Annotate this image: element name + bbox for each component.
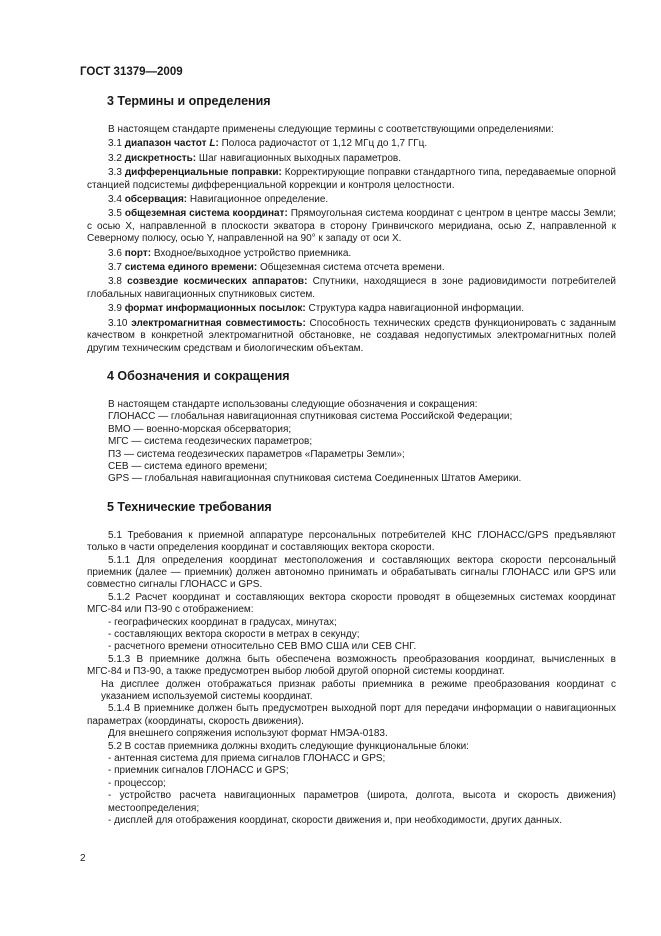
abbreviation-item: ГЛОНАСС — глобальная навигационная спутниковая система Российской Федерации; bbox=[108, 411, 513, 423]
display-list bbox=[87, 617, 616, 654]
term-definition bbox=[87, 318, 616, 355]
term-definition bbox=[87, 303, 616, 315]
paragraph-5-1-3: 5.1.3 В приемнике должна быть обеспечена возможность преобразования координат, вычисленных в МГС-84 и ПЗ-90, а также предусмотрен выбор любой другой опорной системы координат. bbox=[87, 653, 616, 678]
document-header: ГОСТ 31379—2009 bbox=[80, 66, 183, 78]
term-number: 3.7 bbox=[108, 262, 122, 274]
section-3-title: 3 Термины и определения bbox=[107, 94, 271, 108]
term-number: 3.1 bbox=[108, 138, 122, 150]
term-definition bbox=[87, 248, 616, 260]
term-variable: L bbox=[209, 138, 216, 150]
term-name bbox=[125, 194, 187, 205]
term-definition bbox=[87, 194, 616, 206]
abbreviation-item: МГС — система геодезических параметров; bbox=[108, 436, 313, 448]
term-name-text: дискретность: bbox=[124, 152, 197, 164]
term-text: Входное/выходное устройство приемника. bbox=[151, 247, 352, 259]
term-colon: : bbox=[215, 138, 219, 150]
page-number: 2 bbox=[80, 853, 86, 864]
term-text: Полоса радиочастот от 1,12 МГц до 1,7 ГГц. bbox=[218, 138, 428, 150]
term-name bbox=[131, 318, 306, 329]
term-name bbox=[125, 138, 219, 149]
term-text: Способность технических средств функционировать с заданным качеством в конкретной электромагнитной обстановке, не создавая недопустимых электромагнитных полей другим техническим средствам и биологическим объектам. bbox=[87, 317, 617, 354]
term-name-text: электромагнитная совместимость: bbox=[131, 317, 306, 329]
term-text: Корректирующие поправки стандартного типа, передаваемые опорной станцией подсистемы дифференциальной коррекции и контроля целостности. bbox=[87, 167, 616, 191]
term-definition bbox=[87, 208, 616, 245]
list-item: - расчетного времени относительно СЕВ ВМО США или СЕВ СНГ. bbox=[108, 641, 417, 653]
term-name-text: диапазон частот bbox=[124, 138, 207, 150]
terms-list bbox=[87, 136, 616, 355]
list-item: - приемник сигналов ГЛОНАСС и GPS; bbox=[108, 765, 289, 777]
term-name bbox=[127, 276, 307, 287]
abbreviation-item: ВМО — военно-морская обсерватория; bbox=[108, 423, 292, 435]
term-name-text: формат информационных посылок: bbox=[124, 303, 306, 315]
term-text: Структура кадра навигационной информации. bbox=[305, 303, 525, 315]
paragraph-nmea: Для внешнего сопряжения используют формат НМЭА-0183. bbox=[108, 728, 388, 740]
term-text: Общеземная система отсчета времени. bbox=[257, 262, 445, 274]
term-definition bbox=[87, 276, 616, 301]
term-name-text: система единого времени: bbox=[124, 262, 258, 274]
list-item: - процессор; bbox=[108, 777, 166, 789]
term-definition bbox=[87, 167, 616, 192]
document-body bbox=[87, 94, 616, 828]
term-name-text: общеземная система координат: bbox=[124, 208, 288, 220]
paragraph-5-1-1: 5.1.1 Для определения координат местоположения и составляющих вектора скорости персональный приемник (далее — приемник) должен автономно принимать и обрабатывать сигналы ГЛОНАСС или GPS или совместно сигналы ГЛОНАСС и GPS. bbox=[87, 554, 616, 591]
list-item: - устройство расчета навигационных параметров (широта, долгота, высота и скорость движения) местоопределения; bbox=[108, 790, 616, 814]
term-text: Спутники, находящиеся в зоне радиовидимости потребителей глобальных навигационных спутниковых систем. bbox=[87, 276, 616, 300]
section-5-title: 5 Технические требования bbox=[107, 499, 272, 514]
term-name bbox=[125, 153, 196, 164]
term-definition bbox=[87, 153, 616, 165]
term-name bbox=[125, 208, 288, 219]
term-name-text: порт: bbox=[124, 247, 152, 259]
paragraph-5-1-2: 5.1.2 Расчет координат и составляющих вектора скорости проводят в общеземных системах координат МГС-84 или ПЗ-90 с отображением: bbox=[87, 591, 616, 616]
term-number: 3.6 bbox=[108, 247, 122, 259]
paragraph-5-2: 5.2 В состав приемника должны входить следующие функциональные блоки: bbox=[108, 740, 469, 752]
term-number: 3.8 bbox=[108, 276, 122, 288]
term-name bbox=[125, 303, 306, 314]
abbreviation-item: GPS — глобальная навигационная спутниковая система Соединенных Штатов Америки. bbox=[108, 473, 522, 485]
term-definition bbox=[87, 138, 616, 150]
list-item: - географических координат в градусах, минутах; bbox=[108, 616, 337, 628]
blocks-list bbox=[87, 753, 616, 827]
term-number: 3.4 bbox=[108, 194, 122, 206]
section-4-intro: В настоящем стандарте использованы следующие обозначения и сокращения: bbox=[108, 398, 478, 410]
term-name-text: созвездие космических аппаратов: bbox=[127, 276, 308, 288]
list-item: - дисплей для отображения координат, скорости движения и, при необходимости, других данных. bbox=[108, 815, 563, 827]
term-definition bbox=[87, 262, 616, 274]
term-number: 3.3 bbox=[108, 167, 122, 179]
abbreviation-item: ПЗ — система геодезических параметров «Параметры Земли»; bbox=[108, 448, 405, 460]
term-number: 3.5 bbox=[108, 208, 122, 220]
abbreviation-item: СЕВ — система единого времени; bbox=[108, 460, 268, 472]
list-item: - антенная система для приема сигналов ГЛОНАСС и GPS; bbox=[108, 753, 386, 765]
term-text: Шаг навигационных выходных параметров. bbox=[196, 152, 401, 164]
section-3-intro: В настоящем стандарте применены следующие термины с соответствующими определениями: bbox=[108, 124, 554, 135]
paragraph-5-1: 5.1 Требования к приемной аппаратуре персональных потребителей КНС ГЛОНАСС/GPS предъявляют только в части определения координат и составляющих вектора скорости. bbox=[87, 529, 616, 554]
term-number: 3.9 bbox=[108, 303, 122, 315]
term-text: Навигационное определение. bbox=[187, 194, 329, 206]
list-item: - составляющих вектора скорости в метрах в секунду; bbox=[108, 629, 360, 640]
term-text: Прямоугольная система координат с центром в центре массы Земли; с осью X, направленной в плоскости экватора в сторону Гринвичского меридиана, осью Z, направленной к Северному полюсу, осью Y, направленной на 90° к западу от оси X. bbox=[87, 208, 616, 245]
paragraph-5-1-4: 5.1.4 В приемнике должен быть предусмотрен выходной порт для передачи информации о навигационных параметрах (координаты, скорость движения). bbox=[87, 703, 616, 727]
term-name bbox=[125, 262, 258, 273]
term-name-text: обсервация: bbox=[124, 194, 188, 206]
term-name-text: дифференциальные поправки: bbox=[124, 167, 282, 179]
term-number: 3.10 bbox=[108, 317, 128, 329]
term-number: 3.2 bbox=[108, 152, 122, 164]
paragraph-display: На дисплее должен отображаться признак работы приемника в режиме преобразования координат с указанием используемой системы координат. bbox=[101, 678, 616, 703]
section-4-title: 4 Обозначения и сокращения bbox=[107, 368, 290, 383]
term-name bbox=[125, 167, 282, 178]
term-name bbox=[125, 248, 151, 259]
abbreviations-list bbox=[87, 411, 616, 485]
